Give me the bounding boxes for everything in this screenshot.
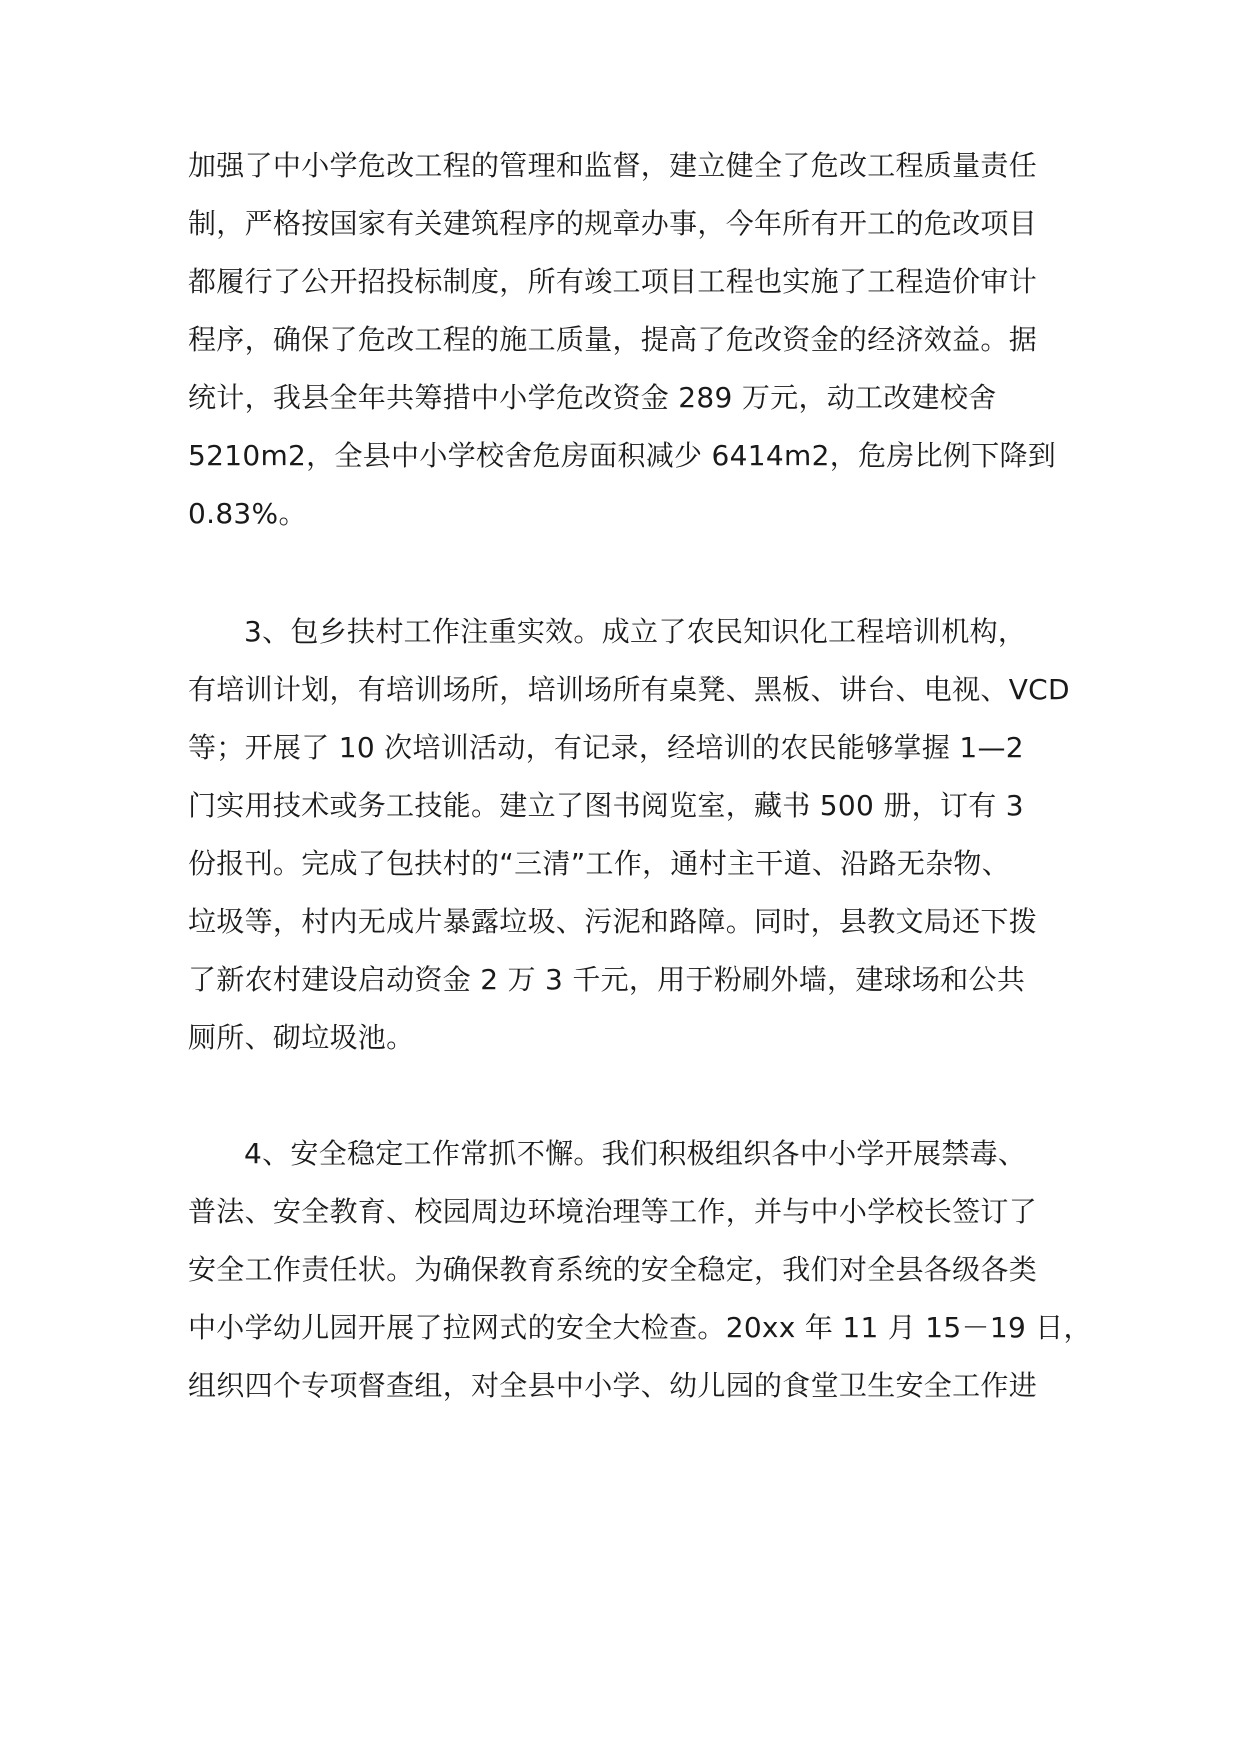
- paragraph-2-line-8: 厕所、砌垃圾池。: [188, 1021, 415, 1054]
- paragraph-3-line-5: 组织四个专项督查组，对全县中小学、幼儿园的食堂卫生安全工作进: [188, 1369, 1038, 1402]
- paragraph-1-line-2: 制，严格按国家有关建筑程序的规章办事，今年所有开工的危改项目: [188, 207, 1038, 240]
- paragraph-1-line-5: 统计，我县全年共筹措中小学危改资金 289 万元，动工改建校舍: [188, 381, 997, 414]
- paragraph-2-line-5: 份报刊。完成了包扶村的“三清”工作，通村主干道、沿路无杂物、: [188, 847, 1011, 880]
- paragraph-2-line-7: 了新农村建设启动资金 2 万 3 千元，用于粉刷外墙，建球场和公共: [188, 963, 1026, 996]
- paragraph-3-line-4: 中小学幼儿园开展了拉网式的安全大检查。20xx 年 11 月 15－19 日，: [188, 1311, 1092, 1344]
- paragraph-1-line-3: 都履行了公开招投标制度，所有竣工项目工程也实施了工程造价审计: [188, 265, 1038, 298]
- paragraph-2-line-6: 垃圾等，村内无成片暴露垃圾、污泥和路障。同时，县教文局还下拨: [188, 905, 1038, 938]
- paragraph-1-line-4: 程序，确保了危改工程的施工质量，提高了危改资金的经济效益。据: [188, 323, 1038, 356]
- paragraph-2-line-1: 3、包乡扶村工作注重实效。成立了农民知识化工程培训机构，: [244, 615, 1027, 648]
- paragraph-1-line-1: 加强了中小学危改工程的管理和监督，建立健全了危改工程质量责任: [188, 149, 1038, 182]
- paragraph-3-line-3: 安全工作责任状。为确保教育系统的安全稳定，我们对全县各级各类: [188, 1253, 1038, 1286]
- paragraph-1-line-6: 5210m2，全县中小学校舍危房面积减少 6414m2，危房比例下降到: [188, 439, 1057, 472]
- paragraph-2-line-3: 等；开展了 10 次培训活动，有记录，经培训的农民能够掌握 1—2: [188, 731, 1024, 764]
- paragraph-3-line-1: 4、安全稳定工作常抓不懈。我们积极组织各中小学开展禁毒、: [244, 1137, 1027, 1170]
- paragraph-2-line-2: 有培训计划，有培训场所，培训场所有桌凳、黑板、讲台、电视、VCD: [188, 673, 1070, 706]
- paragraph-1-line-7: 0.83%。: [188, 497, 307, 530]
- paragraph-2-line-4: 门实用技术或务工技能。建立了图书阅览室，藏书 500 册，订有 3: [188, 789, 1024, 822]
- paragraph-3-line-2: 普法、安全教育、校园周边环境治理等工作，并与中小学校长签订了: [188, 1195, 1038, 1228]
